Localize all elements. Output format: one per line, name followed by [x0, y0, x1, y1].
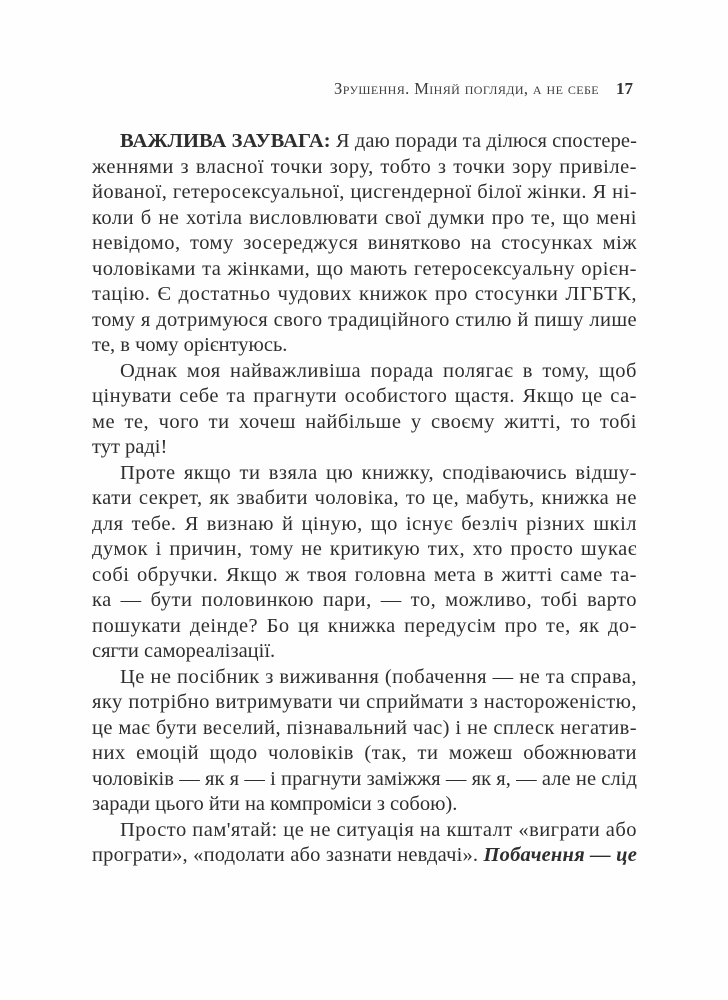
paragraph-3	[92, 461, 637, 665]
text-line	[92, 741, 637, 767]
text-line	[92, 435, 637, 461]
text-line	[92, 231, 637, 257]
text-segment: невідомо, тому зосереджуся винятково на стосунках між	[92, 232, 637, 254]
text-line	[92, 767, 637, 793]
paragraph-2	[92, 359, 637, 461]
text-segment: Це не посібник з виживання (побачення — не та справа,	[120, 665, 637, 688]
text-line	[92, 461, 637, 487]
text-line	[92, 843, 637, 869]
text-segment: тут раді!	[92, 436, 168, 458]
text-line	[92, 359, 637, 385]
text-segment: сягти самореалізації.	[92, 640, 276, 662]
text-segment: чоловіками та жінками, що мають гетеросексуальну орієн-	[92, 257, 637, 280]
text-line	[92, 639, 637, 665]
page-body-text	[92, 129, 637, 869]
text-segment: Проте якщо ти взяла цю книжку, сподіваючись відшу-	[120, 461, 637, 484]
text-segment: тацію. Є достатньо чудових книжок про стосунки ЛГБТК,	[92, 283, 637, 305]
text-segment: чоловіків — як я — і прагнути заміжжя — як я, — але не слід	[92, 767, 637, 790]
text-line	[92, 384, 637, 410]
text-line	[92, 690, 637, 716]
text-segment: женнями з власної точки зору, тобто з точки зору привіле-	[92, 155, 637, 178]
text-line	[92, 206, 637, 232]
text-segment: ме те, чого ти хочеш найбільше у своєму житті, то тобі	[92, 410, 637, 433]
lead-in-bold-text: ВАЖЛИВА ЗАУВАГА:	[120, 130, 331, 152]
text-segment: ка — бути половинкою пари, — то, можливо, тобі варто	[92, 589, 637, 611]
text-segment: яку потрібно витримувати чи сприймати з настороженістю,	[92, 691, 637, 713]
text-segment: Однак моя найважливіша порада полягає в тому, щоб	[120, 359, 637, 382]
text-line	[92, 665, 637, 691]
text-line	[92, 129, 637, 155]
text-line	[92, 716, 637, 742]
paragraph-1	[92, 129, 637, 359]
paragraph-5	[92, 818, 637, 869]
text-segment: Я даю поради та ділюся спостере-	[330, 130, 637, 152]
text-line	[92, 818, 637, 844]
text-line	[92, 333, 637, 359]
text-line	[92, 792, 637, 818]
running-header	[92, 79, 633, 99]
text-segment: кати секрет, як звабити чоловіка, то це, мабуть, книжка не	[92, 487, 637, 509]
text-line	[92, 257, 637, 283]
text-segment: для тебе. Я визнаю й ціную, що існує безліч різних шкіл	[92, 512, 637, 535]
text-segment: них емоцій щодо чоловіків (так, ти можеш обожнювати	[92, 742, 637, 764]
text-segment: пошукати деінде? Бо ця книжка передусім про те, як до-	[92, 614, 637, 637]
text-segment: заради цього йти на компроміси з собою).	[92, 793, 458, 815]
text-segment: коли б не хотіла висловлювати свої думки про те, що мені	[92, 206, 637, 229]
text-segment: програти», «подолати або зазнати невдачі».	[92, 844, 484, 866]
text-line	[92, 588, 637, 614]
running-title: Зрушення. Міняй погляди, а не себе	[334, 79, 599, 98]
text-line	[92, 614, 637, 640]
emphasis-bold-italic-text: Побачення — це	[483, 844, 637, 866]
text-line	[92, 512, 637, 538]
text-segment: тому я дотримуюся свого традиційного стилю й пишу лише	[92, 308, 637, 331]
text-line	[92, 410, 637, 436]
text-line	[92, 282, 637, 308]
text-segment: Просто пам'ятай: це не ситуація на кшталт «виграти або	[120, 818, 637, 841]
text-segment: цінувати себе та прагнути особистого щастя. Якщо це са-	[92, 385, 637, 407]
text-line	[92, 537, 637, 563]
text-line	[92, 180, 637, 206]
text-segment: це має бути веселий, пізнавальний час) і не сплеск негатив-	[92, 716, 637, 739]
paragraph-4	[92, 665, 637, 818]
text-line	[92, 563, 637, 589]
text-segment: собі обручки. Якщо ж твоя головна мета в житті саме та-	[92, 563, 637, 586]
text-segment: йованої, гетеросексуальної, цисгендерної білої жінки. Я ні-	[92, 181, 637, 203]
page-number: 17	[616, 79, 633, 98]
text-line	[92, 308, 637, 334]
text-line	[92, 155, 637, 181]
text-line	[92, 486, 637, 512]
text-segment: те, в чому орієнтуюсь.	[92, 334, 288, 356]
text-segment: думок і причин, тому не критикую тих, хто просто шукає	[92, 538, 637, 560]
